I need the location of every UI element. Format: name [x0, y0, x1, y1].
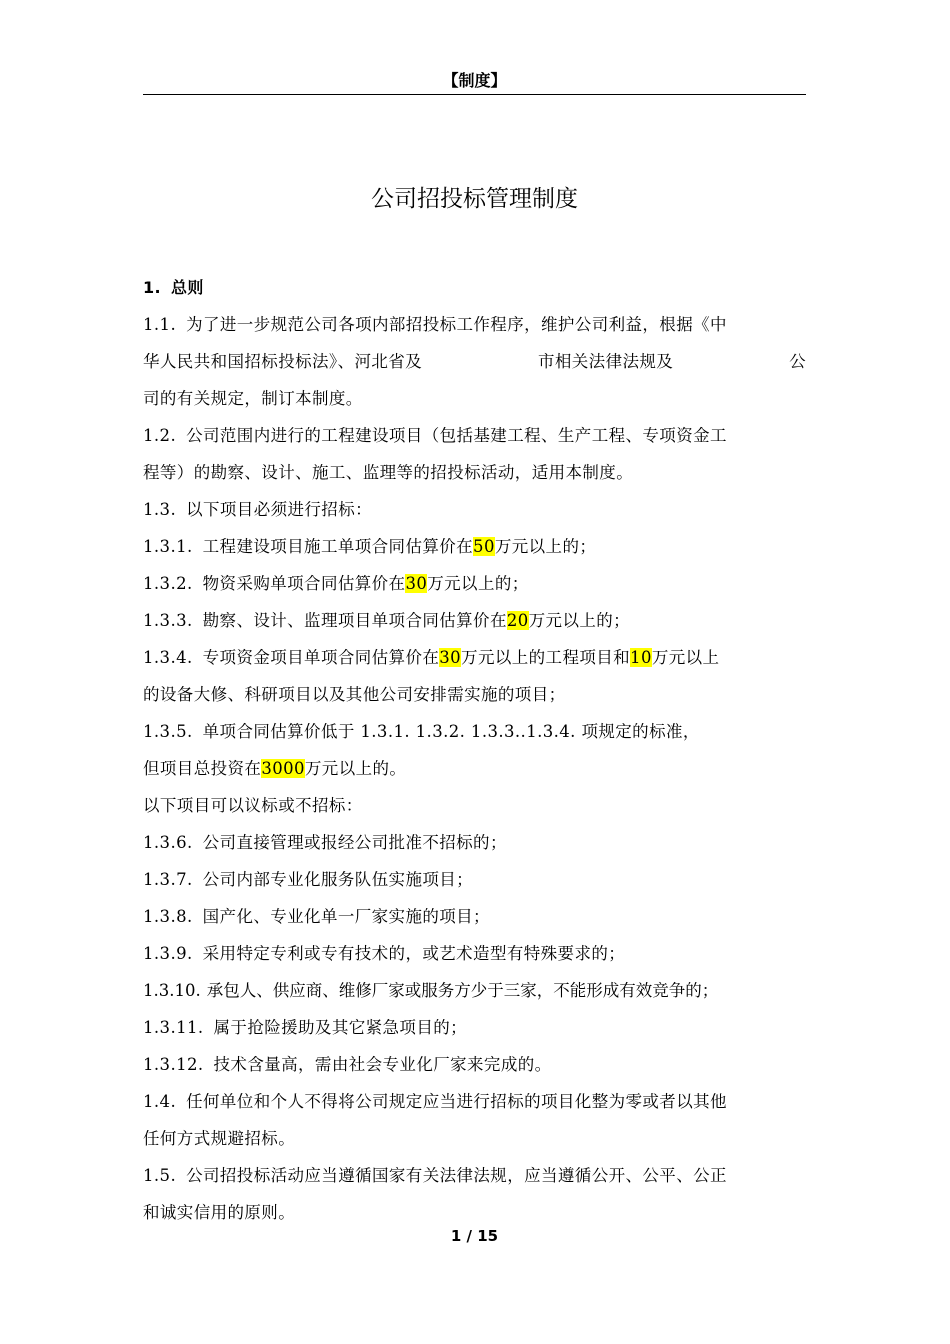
- paragraph-1-3-5-line-2: [143, 750, 806, 787]
- paragraph-1-1-line-3: [143, 380, 806, 417]
- page-number: 1 / 15: [450, 1227, 499, 1245]
- clause-text: 万元以上的；: [528, 611, 631, 630]
- document-title: 公司招投标管理制度: [371, 186, 578, 212]
- clause-text: 为了进一步规范公司各项内部招投标工作程序，维护公司利益，根据《中: [186, 315, 727, 334]
- paragraph-1-1-line-2: [143, 343, 806, 380]
- paragraph-1-3-2: [143, 565, 806, 602]
- clause-number: 1.3.4.: [143, 648, 193, 667]
- clause-number: 1.3.1.: [143, 537, 193, 556]
- clause-text: 和诚实信用的原则。: [143, 1203, 296, 1222]
- clause-number: 1.3.3.: [143, 611, 193, 630]
- clause-text: 万元以上的工程项目和: [461, 648, 631, 667]
- clause-text: 技术含量高，需由社会专业化厂家来完成的。: [213, 1055, 552, 1074]
- paragraph-1-3-12: [143, 1046, 806, 1083]
- clause-text: 万元以上的；: [427, 574, 529, 593]
- highlighted-amount: 50: [473, 537, 495, 556]
- paragraph-1-1-line-1: [143, 306, 806, 343]
- paragraph-1-3-5-line-1: [143, 713, 806, 750]
- clause-text: 单项合同估算价低于 1.3.1. 1.3.2. 1.3.3..1.3.4. 项规定的标准，: [202, 722, 700, 741]
- clause-text: 公司内部专业化服务队伍实施项目；: [202, 870, 474, 889]
- highlighted-amount: 30: [405, 574, 428, 593]
- paragraph-1-3-11: [143, 1009, 806, 1046]
- clause-text-part: 华人民共和国招标投标法》、河北省及: [143, 352, 423, 371]
- clause-text: 工程建设项目施工单项合同估算价在: [202, 537, 474, 556]
- clause-text: 万元以上的。: [304, 759, 407, 778]
- clause-text-part: 公: [789, 352, 806, 371]
- paragraph-1-2-line-2: [143, 454, 806, 491]
- clause-text: 以下项目可以议标或不招标：: [143, 796, 363, 815]
- section-title: 总则: [171, 278, 204, 297]
- paragraph-1-3-4-line-1: [143, 639, 806, 676]
- clause-text: 专项资金项目单项合同估算价在: [202, 648, 440, 667]
- clause-number: 1.3.10.: [143, 981, 201, 1000]
- clause-number: 1.3.5.: [143, 722, 193, 741]
- highlighted-amount: 3000: [261, 759, 305, 778]
- clause-number: 1.3.8.: [143, 907, 193, 926]
- clause-text-part: 市相关法律法规及: [537, 352, 674, 371]
- header-divider: [143, 94, 806, 95]
- clause-number: 1.3.: [143, 500, 177, 519]
- paragraph-1-3-9: [143, 935, 806, 972]
- clause-text: 任何单位和个人不得将公司规定应当进行招标的项目化整为零或者以其他: [186, 1092, 727, 1111]
- clause-text: 万元以上的；: [494, 537, 597, 556]
- paragraph-1-3: [143, 491, 806, 528]
- clause-text: 程等）的勘察、设计、施工、监理等的招投标活动，适用本制度。: [143, 463, 634, 482]
- clause-text: 的设备大修、科研项目以及其他公司安排需实施的项目；: [143, 685, 566, 704]
- section-number: 1.: [143, 278, 162, 297]
- clause-text: 万元以上: [651, 648, 720, 667]
- paragraph-1-3-1: [143, 528, 806, 565]
- highlighted-amount: 30: [439, 648, 462, 667]
- clause-number: 1.1.: [143, 315, 177, 334]
- clause-text: 采用特定专利或专有技术的，或艺术造型有特殊要求的；: [202, 944, 626, 963]
- clause-text: 属于抢险援助及其它紧急项目的；: [213, 1018, 468, 1037]
- clause-number: 1.3.6.: [143, 833, 193, 852]
- clause-number: 1.3.2.: [143, 574, 193, 593]
- clause-text: 公司范围内进行的工程建设项目（包括基建工程、生产工程、专项资金工: [186, 426, 727, 445]
- paragraph-1-3-8: [143, 898, 806, 935]
- paragraph-1-3-7: [143, 861, 806, 898]
- paragraph-1-5-line-1: [143, 1157, 806, 1194]
- paragraph-1-4-line-2: [143, 1120, 806, 1157]
- section-heading: [143, 269, 806, 306]
- clause-number: 1.5.: [143, 1166, 177, 1185]
- clause-number: 1.3.7.: [143, 870, 193, 889]
- exemption-intro: [143, 787, 806, 824]
- paragraph-1-2-line-1: [143, 417, 806, 454]
- clause-text: 司的有关规定，制订本制度。: [143, 389, 363, 408]
- clause-text: 公司招投标活动应当遵循国家有关法律法规，应当遵循公开、公平、公正: [186, 1166, 727, 1185]
- paragraph-1-4-line-1: [143, 1083, 806, 1120]
- clause-text: 物资采购单项合同估算价在: [202, 574, 406, 593]
- clause-text: 勘察、设计、监理项目单项合同估算价在: [202, 611, 507, 630]
- document-body: [143, 269, 806, 1231]
- clause-number: 1.3.9.: [143, 944, 193, 963]
- clause-text: 公司直接管理或报经公司批准不招标的；: [202, 833, 507, 852]
- highlighted-amount: 10: [630, 648, 652, 667]
- clause-number: 1.2.: [143, 426, 177, 445]
- paragraph-1-3-3: [143, 602, 806, 639]
- clause-number: 1.3.12.: [143, 1055, 204, 1074]
- clause-text: 任何方式规避招标。: [143, 1129, 296, 1148]
- paragraph-1-3-10: [143, 972, 806, 1009]
- clause-text: 承包人、供应商、维修厂家或服务方少于三家，不能形成有效竞争的；: [206, 981, 719, 1000]
- clause-number: 1.4.: [143, 1092, 177, 1111]
- clause-number: 1.3.11.: [143, 1018, 204, 1037]
- paragraph-1-3-4-line-2: [143, 676, 806, 713]
- highlighted-amount: 20: [506, 611, 529, 630]
- clause-text: 国产化、专业化单一厂家实施的项目；: [202, 907, 490, 926]
- clause-text: 但项目总投资在: [143, 759, 262, 778]
- clause-text: 以下项目必须进行招标：: [186, 500, 372, 519]
- page-header: 【制度】: [442, 71, 507, 90]
- paragraph-1-3-6: [143, 824, 806, 861]
